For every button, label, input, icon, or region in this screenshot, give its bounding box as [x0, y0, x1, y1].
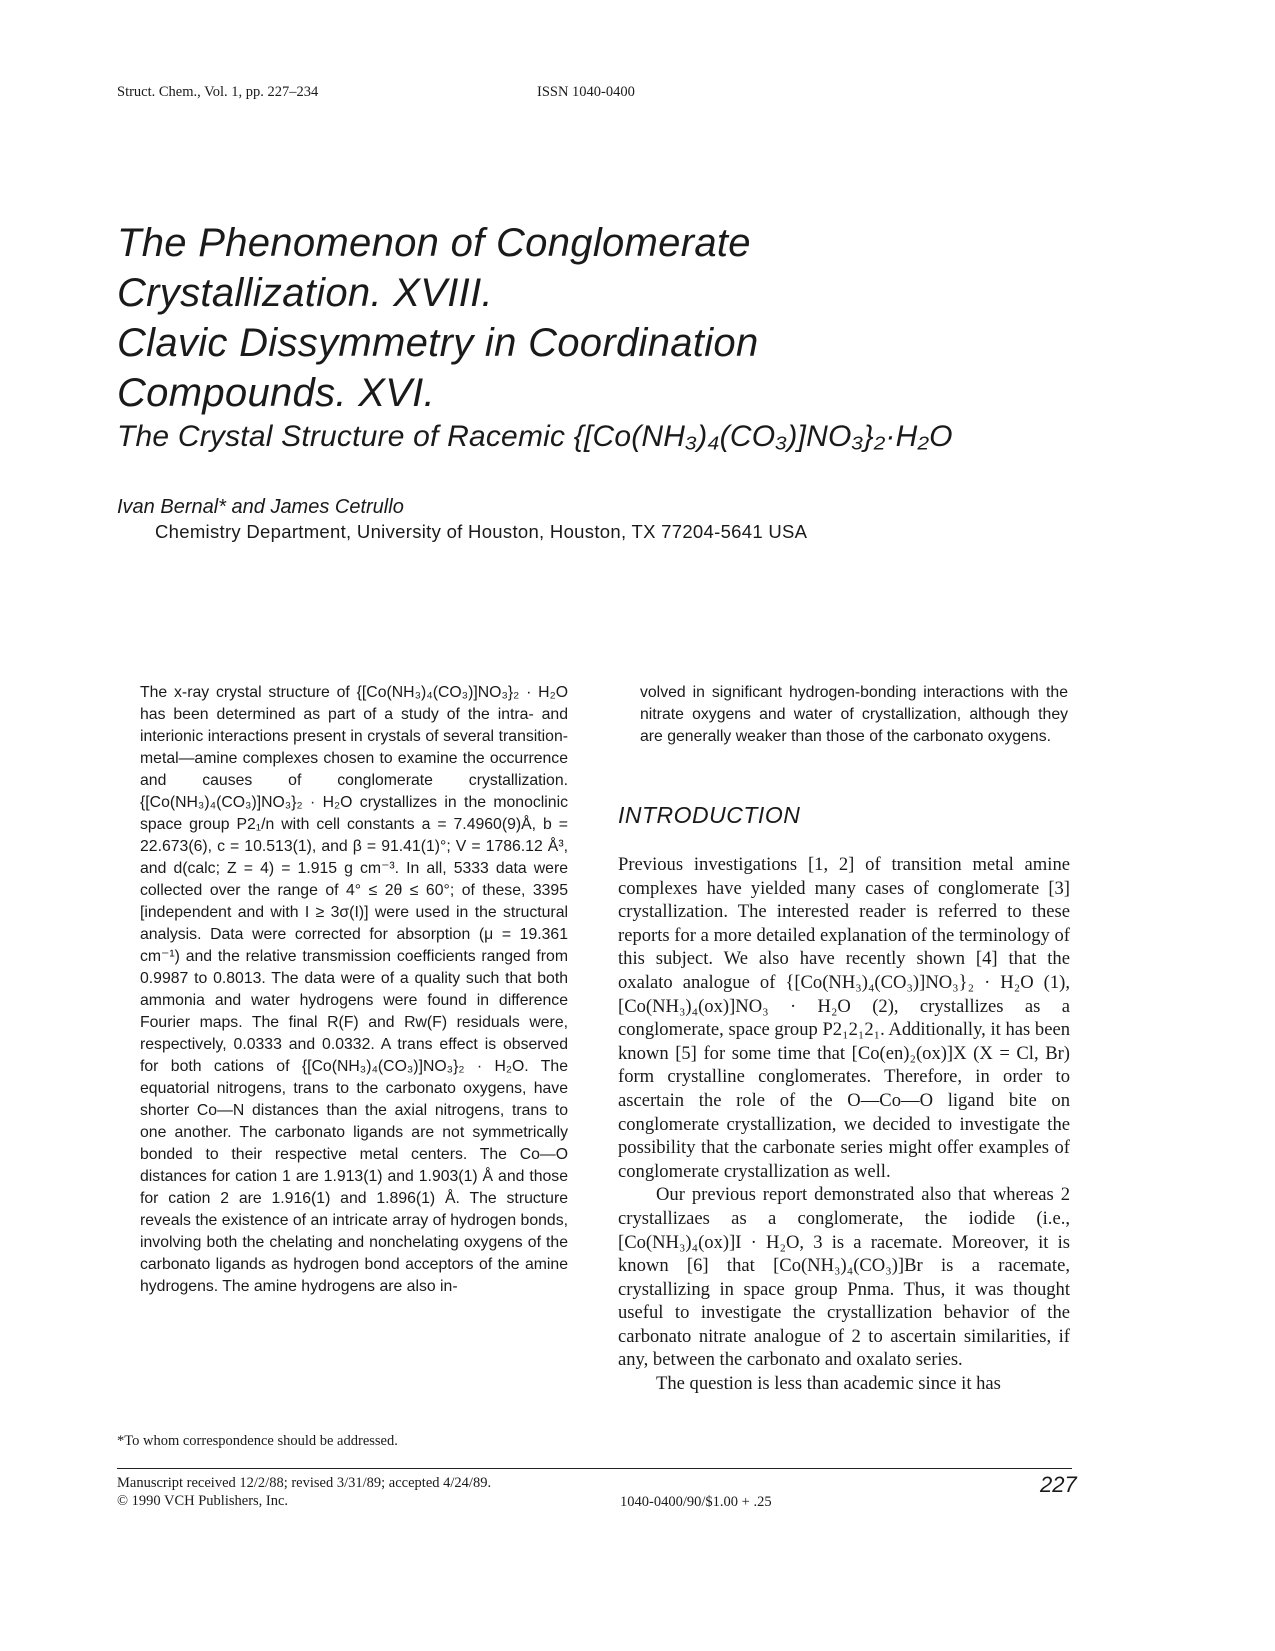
journal-citation: Struct. Chem., Vol. 1, pp. 227–234	[117, 84, 319, 100]
paragraph: Previous investigations [1, 2] of transition metal amine complexes have yielded many cases of conglomerate [3] crystallization. The interested reader is referred to these reports for a more detailed explanation of the terminology of this subject. We also have recently shown [4] that the oxalato analogue of {[Co(NH₃)₄(CO₃)]NO₃}₂ · H₂O (1), [Co(NH₃)₄(ox)]NO₃ · H₂O (2), crystallizes as a conglomerate, space group P2₁2₁2₁. Additionally, it has been known [5] for some time that [Co(en)₂(ox)]X (X = Cl, Br) form crystalline conglomerates. Therefore, in order to ascertain the role of the O—Co—O ligand bite on conglomerate crystallization, we decided to investigate the possibility that the carbonate series might offer examples of conglomerate crystallization as well.	[618, 854, 1070, 1182]
title-line: Compounds. XVI.	[117, 371, 435, 415]
copyright: © 1990 VCH Publishers, Inc.	[117, 1493, 289, 1509]
article-title	[117, 218, 759, 418]
title-line: The Phenomenon of Conglomerate	[117, 221, 751, 265]
title-line: Crystallization. XVIII.	[117, 271, 493, 315]
affiliation: Chemistry Department, University of Houston, Houston, TX 77204-5641 USA	[155, 521, 808, 542]
introduction-body	[618, 853, 1070, 1396]
authors: Ivan Bernal* and James Cetrullo	[117, 496, 404, 518]
article-subtitle: The Crystal Structure of Racemic {[Co(NH₃)₄(CO₃)]NO₃}₂·H₂O	[117, 420, 953, 453]
manuscript-info	[117, 1474, 491, 1510]
abstract-text: The x-ray crystal structure of {[Co(NH₃)₄(CO₃)]NO₃}₂ · H₂O has been determined as part of a study of the intra- and interionic interactions present in crystals of several transition-metal—amine complexes chosen to examine the occurrence and causes of conglomerate crystallization. {[Co(NH₃)₄(CO₃)]NO₃}₂ · H₂O crystallizes in the monoclinic space group P2₁/n with cell constants a = 7.4960(9)Å, b = 22.673(6), c = 10.513(1), and β = 91.41(1)°; V = 1786.12 Å³, and d(calc; Z = 4) = 1.915 g cm⁻³. In all, 5333 data were collected over the range of 4° ≤ 2θ ≤ 60°; of these, 3395 [independent and with I ≥ 3σ(I)] were used in the structural analysis. Data were corrected for absorption (μ = 19.361 cm⁻¹) and the relative transmission coefficients ranged from 0.9987 to 0.8013. The data were of a quality such that both ammonia and water hydrogens were found in difference Fourier maps. The final R(F) and Rw(F) residuals were, respectively, 0.0333 and 0.0332. A trans effect is observed for both cations of {[Co(NH₃)₄(CO₃)]NO₃}₂ · H₂O. The equatorial nitrogens, trans to the carbonato oxygens, have shorter Co—N distances than the axial nitrogens, trans to one another. The carbonato ligands are not symmetrically bonded to their respective metal centers. The Co—O distances for cation 1 are 1.913(1) and 1.903(1) Å and those for cation 2 are 1.916(1) and 1.896(1) Å. The structure reveals the existence of an intricate array of hydrogen bonds, involving both the chelating and nonchelating oxygens of the carbonato ligands as hydrogen bond acceptors of the amine hydrogens. The amine hydrogens are also in-	[140, 684, 568, 1295]
received-dates: Manuscript received 12/2/88; revised 3/31/89; accepted 4/24/89.	[117, 1475, 492, 1491]
issn: ISSN 1040-0400	[537, 84, 635, 100]
abstract-continuation: volved in significant hydrogen-bonding interactions with the nitrate oxygens and water of crystallization, although they are generally weaker than those of the carbonato oxygens.	[640, 684, 1068, 745]
paragraph: Our previous report demonstrated also that whereas 2 crystallizaes as a conglomerate, the iodide (i.e., [Co(NH₃)₄(ox)]I · H₂O, 3 is a racemate. Moreover, it is known [6] that [Co(NH₃)₄(CO₃)]Br is a racemate, crystallizing in space group Pnma. Thus, it was thought useful to investigate the crystallization behavior of the carbonato nitrate analogue of 2 to ascertain similarities, if any, between the carbonato and oxalato series.	[618, 1184, 1070, 1371]
article-code: 1040-0400/90/$1.00 + .25	[620, 1494, 772, 1510]
footnote: *To whom correspondence should be addressed.	[117, 1433, 398, 1449]
paragraph: The question is less than academic since it has	[656, 1373, 1001, 1395]
page-number: 227	[1040, 1472, 1077, 1497]
section-heading: INTRODUCTION	[618, 802, 801, 828]
title-line: Clavic Dissymmetry in Coordination	[117, 321, 759, 365]
footer-divider	[117, 1468, 1072, 1469]
